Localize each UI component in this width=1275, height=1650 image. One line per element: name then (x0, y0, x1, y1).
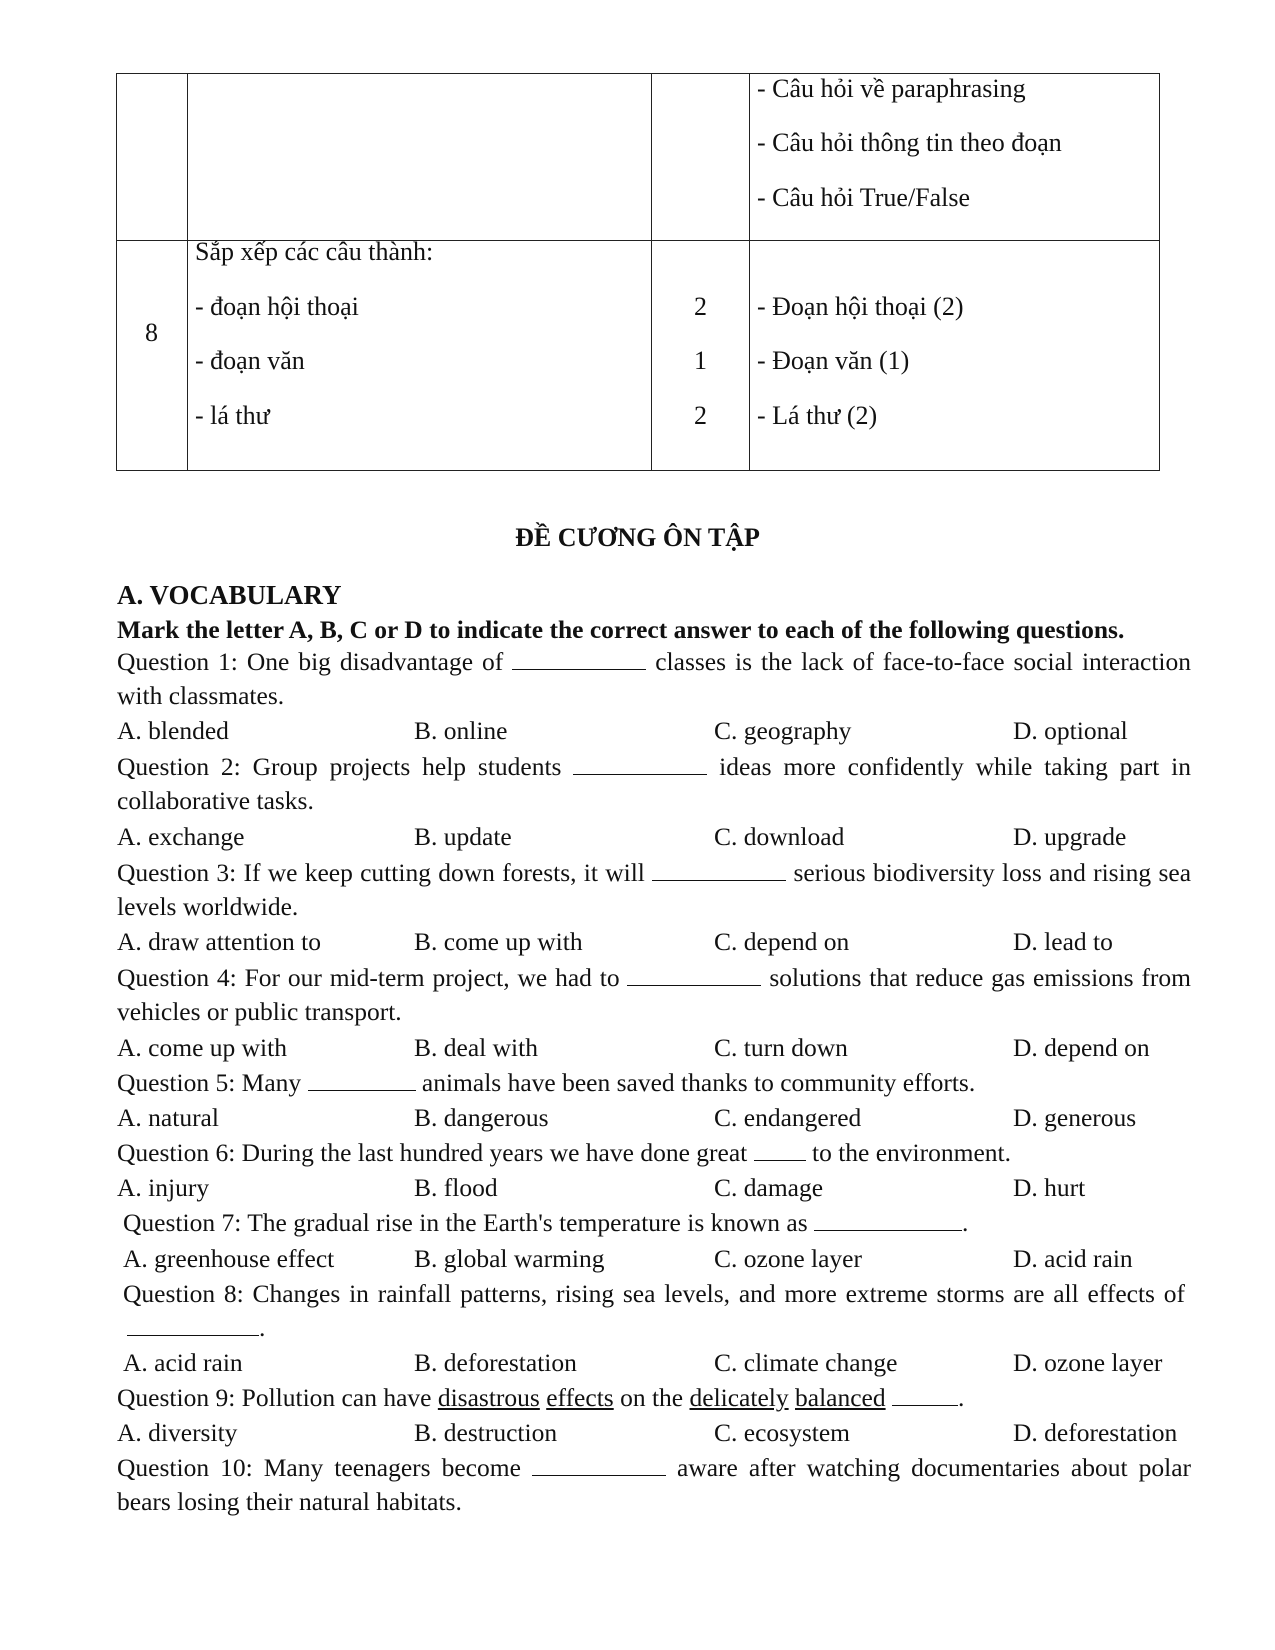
option-c: C. ecosystem (714, 1418, 850, 1447)
question-10: Question 10: Many teenagers become aware after watching documentaries about polar bears losing their natural habitats. (117, 1453, 1192, 1516)
option-b: B. destruction (414, 1418, 558, 1447)
options-7 (123, 1242, 1203, 1276)
options-3 (117, 925, 1197, 959)
option-c: C. ozone layer (714, 1244, 862, 1273)
answer-blank (754, 1138, 806, 1161)
option-b: B. come up with (414, 927, 583, 956)
option-a: A. blended (117, 716, 229, 745)
answer-blank (652, 858, 786, 881)
instruction: Mark the letter A, B, C or D to indicate the correct answer to each of the following questions. (117, 615, 1125, 644)
option-c: C. turn down (714, 1033, 848, 1062)
answer-blank (308, 1068, 416, 1091)
table-cell-text: - đoạn văn (195, 346, 305, 375)
option-b: B. deal with (414, 1033, 538, 1062)
option-c: C. damage (714, 1173, 824, 1202)
option-c: C. endangered (714, 1103, 862, 1132)
option-a: A. injury (117, 1173, 210, 1202)
option-a: A. acid rain (123, 1348, 243, 1377)
option-a: A. exchange (117, 822, 245, 851)
option-d: D. deforestation (1013, 1418, 1178, 1447)
option-b: B. flood (414, 1173, 498, 1202)
option-a: A. diversity (117, 1418, 238, 1447)
option-d: D. lead to (1013, 927, 1113, 956)
count-value: 1 (694, 346, 707, 375)
exam-structure-table (116, 73, 1160, 471)
options-4 (117, 1031, 1197, 1065)
option-a: A. come up with (117, 1033, 287, 1062)
option-c: C. depend on (714, 927, 850, 956)
table-cell-text: - Câu hỏi True/False (757, 183, 971, 212)
options-5 (117, 1101, 1197, 1135)
page-title: ĐỀ CƯƠNG ÔN TẬP (515, 523, 760, 552)
table-cell-text: - Đoạn hội thoại (2) (757, 292, 964, 321)
option-c: C. climate change (714, 1348, 898, 1377)
table-cell-text: - Đoạn văn (1) (757, 346, 910, 375)
option-b: B. dangerous (414, 1103, 549, 1132)
options-6 (117, 1171, 1197, 1205)
option-a: A. draw attention to (117, 927, 321, 956)
question-9: Question 9: Pollution can have disastrous effects on the delicately balanced . (117, 1383, 965, 1412)
question-4: Question 4: For our mid-term project, we had to solutions that reduce gas emissions from vehicles or public transport. (117, 963, 1192, 1026)
answer-blank (573, 752, 707, 775)
option-c: C. geography (714, 716, 852, 745)
question-2: Question 2: Group projects help students ideas more confidently while taking part in collaborative tasks. (117, 752, 1192, 815)
question-3: Question 3: If we keep cutting down forests, it will serious biodiversity loss and rising sea levels worldwide. (117, 858, 1192, 921)
count-value: 2 (694, 292, 707, 321)
table-cell-text: - Câu hỏi về paraphrasing (757, 74, 1026, 103)
options-9 (117, 1416, 1197, 1450)
option-b: B. online (414, 716, 508, 745)
option-d: D. optional (1013, 716, 1128, 745)
table-cell-text: - lá thư (195, 401, 270, 430)
option-d: D. ozone layer (1013, 1348, 1163, 1377)
row-number: 8 (145, 318, 158, 347)
answer-blank (892, 1383, 958, 1406)
table-cell-text: - Lá thư (2) (757, 401, 878, 430)
question-5: Question 5: Many animals have been saved thanks to community efforts. (117, 1068, 976, 1097)
answer-blank (127, 1313, 259, 1336)
option-d: D. depend on (1013, 1033, 1150, 1062)
question-7: Question 7: The gradual rise in the Earth's temperature is known as . (123, 1208, 969, 1237)
table-cell-text: - Câu hỏi thông tin theo đoạn (757, 128, 1062, 157)
option-d: D. upgrade (1013, 822, 1127, 851)
answer-blank (814, 1208, 962, 1231)
option-b: B. update (414, 822, 512, 851)
option-a: A. greenhouse effect (123, 1244, 335, 1273)
option-c: C. download (714, 822, 845, 851)
option-b: B. global warming (414, 1244, 605, 1273)
question-8: Question 8: Changes in rainfall patterns, rising sea levels, and more extreme storms are all effects of. (123, 1279, 1185, 1342)
answer-blank (512, 647, 646, 670)
option-d: D. generous (1013, 1103, 1137, 1132)
question-1: Question 1: One big disadvantage of classes is the lack of face-to-face social interaction with classmates. (117, 647, 1191, 710)
option-d: D. hurt (1013, 1173, 1086, 1202)
option-a: A. natural (117, 1103, 219, 1132)
table-cell-text: Sắp xếp các câu thành: (195, 237, 434, 266)
count-value: 2 (694, 401, 707, 430)
section-heading: A. VOCABULARY (117, 580, 342, 610)
table-cell-text: - đoạn hội thoại (195, 292, 359, 321)
option-d: D. acid rain (1013, 1244, 1133, 1273)
answer-blank (627, 963, 761, 986)
options-1 (117, 714, 1197, 748)
answer-blank (532, 1453, 666, 1476)
options-2 (117, 820, 1197, 854)
question-6: Question 6: During the last hundred years we have done great to the environment. (117, 1138, 1011, 1167)
options-8 (123, 1346, 1203, 1380)
option-b: B. deforestation (414, 1348, 577, 1377)
